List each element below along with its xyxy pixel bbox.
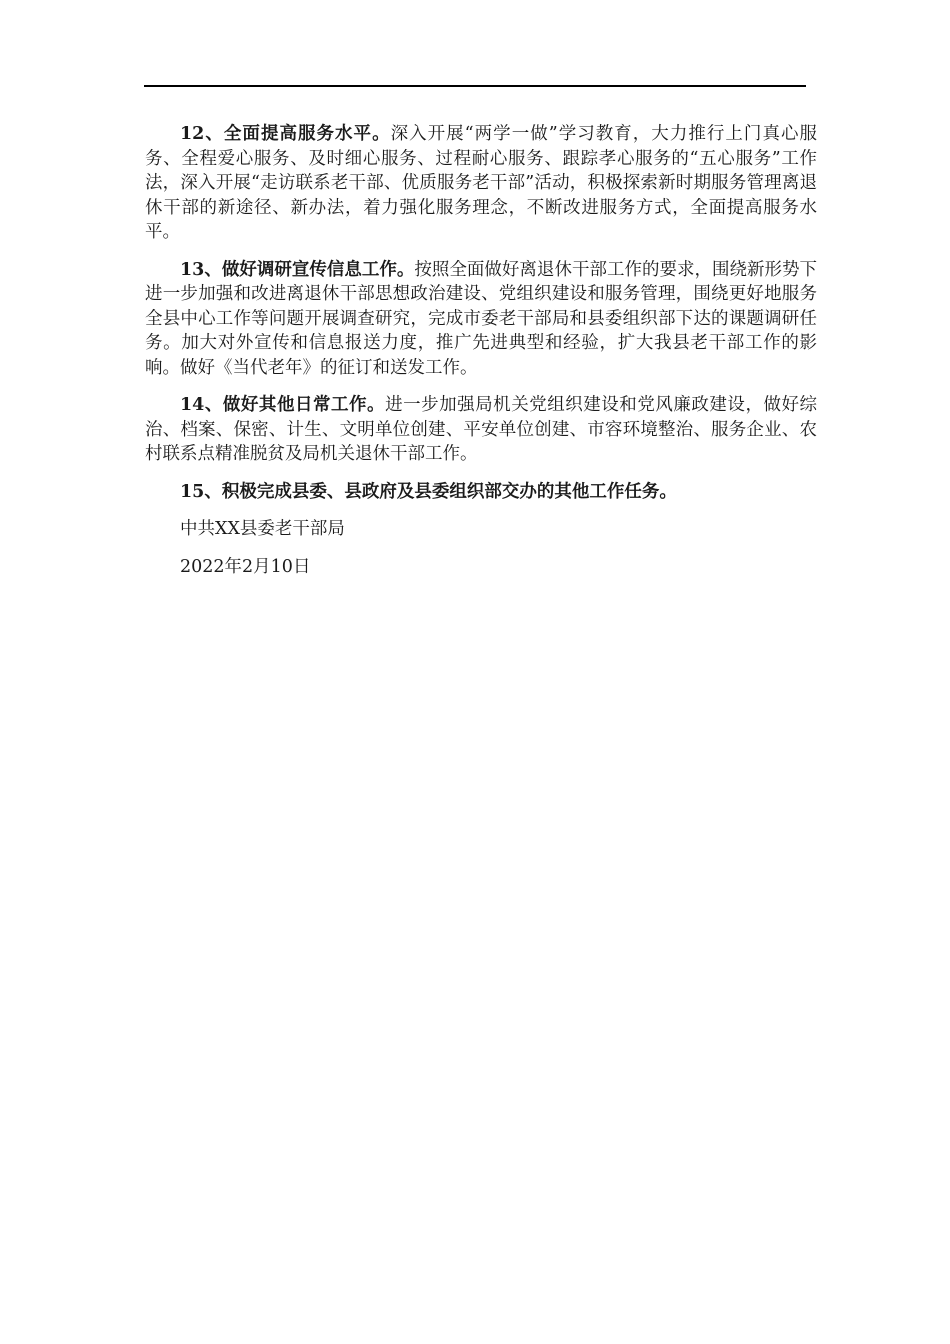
paragraph-heading: 12、全面提高服务水平。 xyxy=(180,124,391,144)
signature-organization: 中共XX县委老干部局 xyxy=(180,519,345,539)
document-body xyxy=(145,122,817,592)
signature-date: 2022年2月10日 xyxy=(180,556,311,577)
paragraph-heading: 14、做好其他日常工作。 xyxy=(180,395,386,415)
header-rule xyxy=(144,85,806,87)
paragraph-text: 进一步加强局机关党组织建设和党风廉政建设，做好综治、档案、保密、计生、文明单位创建、平安单位创建、市容环境整治、服务企业、农村联系点精准脱贫及局机关退休干部工作。 xyxy=(145,395,817,464)
paragraph-item-14 xyxy=(145,393,817,467)
paragraph-item-13 xyxy=(145,258,817,381)
paragraph-item-15: 15、积极完成县委、县政府及县委组织部交办的其他工作任务。 xyxy=(180,481,677,502)
paragraph-heading: 13、做好调研宣传信息工作。 xyxy=(180,259,415,280)
paragraph-text: 按照全面做好离退休干部工作的要求，围绕新形势下进一步加强和改进离退休干部思想政治建设、党组织建设和服务管理，围绕更好地服务全县中心工作等问题开展调查研究，完成市委老干部局和县委组织部下达的课题调研任务。加大对外宣传和信息报送力度，推广先进典型和经验，扩大我县老干部工作的影响。做好《当代老年》的征订和送发工作。 xyxy=(145,259,817,378)
paragraph-text: 深入开展“两学一做”学习教育，大力推行上门真心服务、全程爱心服务、及时细心服务、过程耐心服务、跟踪孝心服务的“五心服务”工作法，深入开展“走访联系老干部、优质服务老干部”活动，积极探索新时期服务管理离退休干部的新途径、新办法，着力强化服务理念，不断改进服务方式，全面提高服务水平。 xyxy=(145,124,817,242)
paragraph-item-12 xyxy=(145,122,817,245)
